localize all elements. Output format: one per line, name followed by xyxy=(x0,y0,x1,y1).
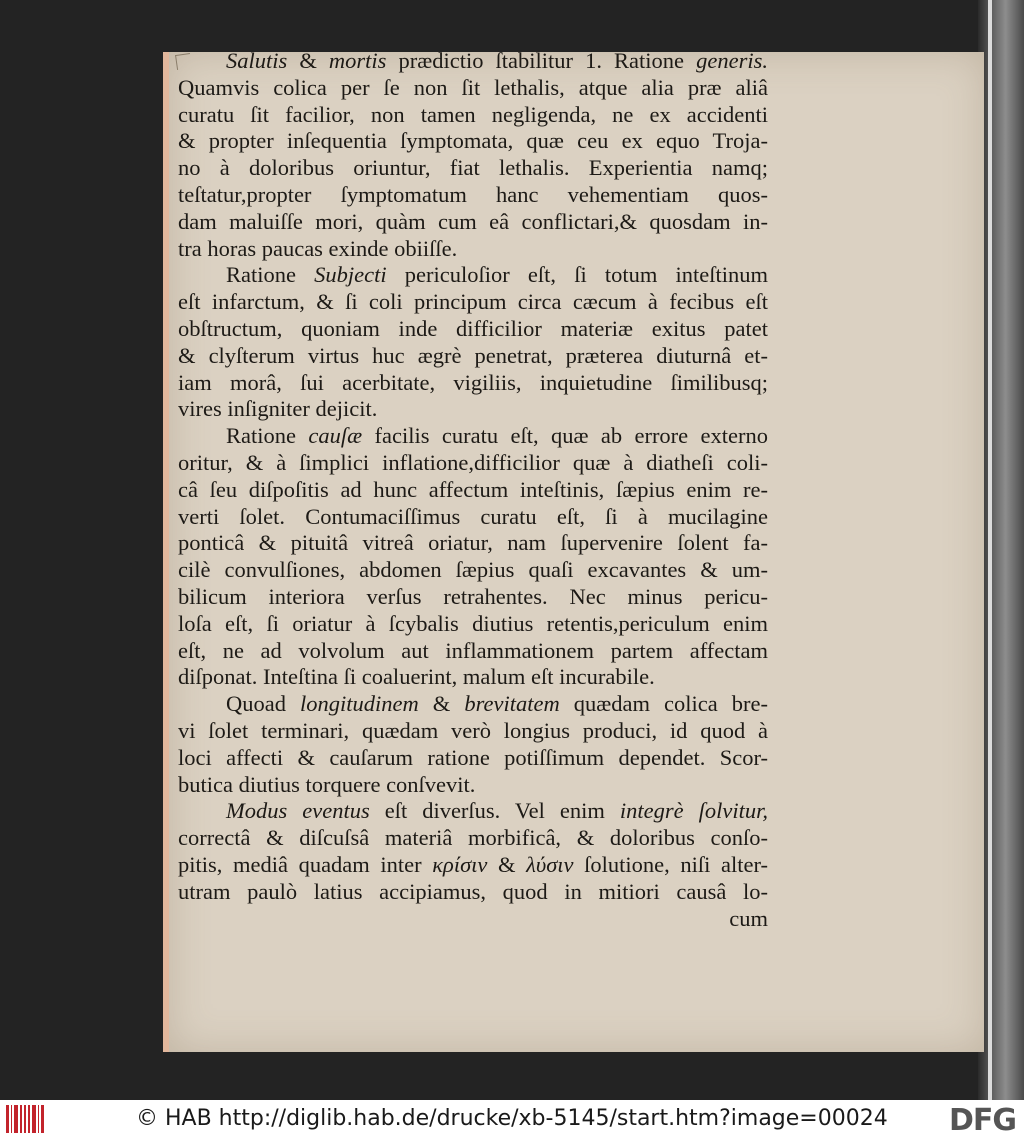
text-line xyxy=(178,906,768,933)
text-line xyxy=(178,504,768,531)
text-line xyxy=(178,557,768,584)
text-line xyxy=(178,209,768,236)
text-run: ſolutione, niſi alter- xyxy=(573,851,768,877)
text-run: Modus eventus xyxy=(226,798,370,824)
text-line xyxy=(178,530,768,557)
text-line xyxy=(178,316,768,343)
text-line xyxy=(178,638,768,665)
text-run: Quamvis colica per ſe non ſit lethalis, atque alia præ aliâ xyxy=(178,74,768,100)
text-line xyxy=(178,48,768,75)
text-run: cauſæ xyxy=(308,423,363,449)
text-run: quædam colica bre- xyxy=(559,691,768,717)
text-run: utram paulò latius accipiamus, quod in mitiori causâ lo- xyxy=(178,878,768,904)
text-run: eſt infarctum, & ſi coli principum circa cæcum à fecibus eſt xyxy=(178,289,768,315)
text-line xyxy=(178,691,768,718)
text-run: câ ſeu diſpoſitis ad hunc affectum inteſtinis, ſæpius enim re- xyxy=(178,476,768,502)
text-run: periculoſior eſt, ſi totum inteſtinum xyxy=(386,262,769,288)
text-line xyxy=(178,798,768,825)
book-spine-edge xyxy=(978,0,1024,1100)
text-line xyxy=(178,128,768,155)
text-run: cilè convulſiones, abdomen ſæpius quaſi excavantes & um- xyxy=(178,557,768,583)
copyright-url[interactable]: © HAB http://diglib.hab.de/drucke/xb-5145/start.htm?image=00024 xyxy=(136,1106,888,1131)
text-line xyxy=(178,772,768,799)
barcode-icon xyxy=(6,1105,44,1133)
text-line xyxy=(178,236,768,263)
text-run: dam maluiſſe mori, quàm cum eâ conflictari,& quosdam in- xyxy=(178,208,768,234)
text-line xyxy=(178,450,768,477)
text-run: brevitatem xyxy=(464,691,560,717)
text-run: Quoad xyxy=(226,691,301,717)
text-run: prædictio ſtabilitur 1. Ratione xyxy=(386,48,697,73)
text-run: vires inſigniter dejicit. xyxy=(178,396,378,422)
text-line xyxy=(178,718,768,745)
text-line xyxy=(178,396,768,423)
text-run: & xyxy=(487,851,527,877)
text-run: diſponat. Inteſtina ſi coaluerint, malum eſt incurabile. xyxy=(178,664,655,690)
text-run: oritur, & à ſimplici inflatione,difficilior quæ à diatheſi coli- xyxy=(178,449,768,475)
text-run: tra horas paucas exinde obiiſſe. xyxy=(178,235,458,261)
text-run: longitudinem xyxy=(300,691,419,717)
text-line xyxy=(178,423,768,450)
text-run: eſt, ne ad volvolum aut inflammationem partem affectam xyxy=(178,637,768,663)
text-run: bilicum interiora verſus retrahentes. Nec minus pericu- xyxy=(178,583,768,609)
text-run: loci affecti & cauſarum ratione potiſſimum dependet. Scor- xyxy=(178,744,768,770)
text-run: Ratione xyxy=(226,423,309,449)
text-line xyxy=(178,75,768,102)
footer-bar xyxy=(0,1100,1024,1139)
text-run: integrè ſolvitur, xyxy=(619,798,768,824)
text-run: obſtructum, quoniam inde difficilior materiæ exitus patet xyxy=(178,315,768,341)
text-line xyxy=(178,584,768,611)
text-run: Salutis xyxy=(226,48,288,73)
text-line xyxy=(178,289,768,316)
text-run: vi ſolet terminari, quædam verò longius produci, id quod à xyxy=(178,717,768,743)
text-line xyxy=(178,745,768,772)
text-run: & xyxy=(418,691,465,717)
text-line xyxy=(178,852,768,879)
text-line xyxy=(178,825,768,852)
text-line xyxy=(178,182,768,209)
text-run: & xyxy=(287,48,329,73)
text-run: λύσιν xyxy=(526,851,574,877)
text-run: eſt diverſus. Vel enim xyxy=(369,798,620,824)
text-run: Subjecti xyxy=(314,262,387,288)
text-run: teſtatur,propter ſymptomatum hanc vehementiam quos- xyxy=(178,181,768,207)
text-run: generis. xyxy=(696,48,768,73)
dfg-logo: DFG xyxy=(948,1103,1016,1138)
text-line xyxy=(178,611,768,638)
text-run: cum xyxy=(729,905,768,931)
text-run: κρίσιν xyxy=(432,851,488,877)
text-run: Ratione xyxy=(226,262,315,288)
text-line xyxy=(178,102,768,129)
book-edge-highlight xyxy=(988,0,992,1100)
text-run: loſa eſt, ſi oriatur à ſcybalis diutius retentis,periculum enim xyxy=(178,610,768,636)
text-run: & propter inſequentia ſymptomata, quæ ceu ex equo Troja- xyxy=(178,128,768,154)
text-run: curatu ſit facilior, non tamen negligenda, ne ex accidenti xyxy=(178,101,768,127)
text-line xyxy=(178,262,768,289)
text-line xyxy=(178,370,768,397)
text-run: & clyſterum virtus huc ægrè penetrat, præterea diuturnâ et- xyxy=(178,342,768,368)
page-text xyxy=(178,48,768,932)
text-line xyxy=(178,477,768,504)
text-run: no à doloribus oriuntur, fiat lethalis. Experientia namq; xyxy=(178,155,768,181)
text-line xyxy=(178,155,768,182)
text-run: iam morâ, ſui acerbitate, vigiliis, inquietudine ſimilibusq; xyxy=(178,369,768,395)
text-run: mortis xyxy=(328,48,387,73)
text-run: verti ſolet. Contumaciſſimus curatu eſt, ſi à mucilagine xyxy=(178,503,768,529)
text-run: correctâ & diſcuſsâ materiâ morbificâ, & doloribus conſo- xyxy=(178,825,768,851)
text-run: butica diutius torquere conſvevit. xyxy=(178,771,476,797)
text-run: pitis, mediâ quadam inter xyxy=(178,851,433,877)
text-line xyxy=(178,343,768,370)
text-line xyxy=(178,879,768,906)
text-line xyxy=(178,664,768,691)
text-run: facilis curatu eſt, quæ ab errore externo xyxy=(362,423,769,449)
text-run: ponticâ & pituitâ vitreâ oriatur, nam ſupervenire ſolent fa- xyxy=(178,530,768,556)
